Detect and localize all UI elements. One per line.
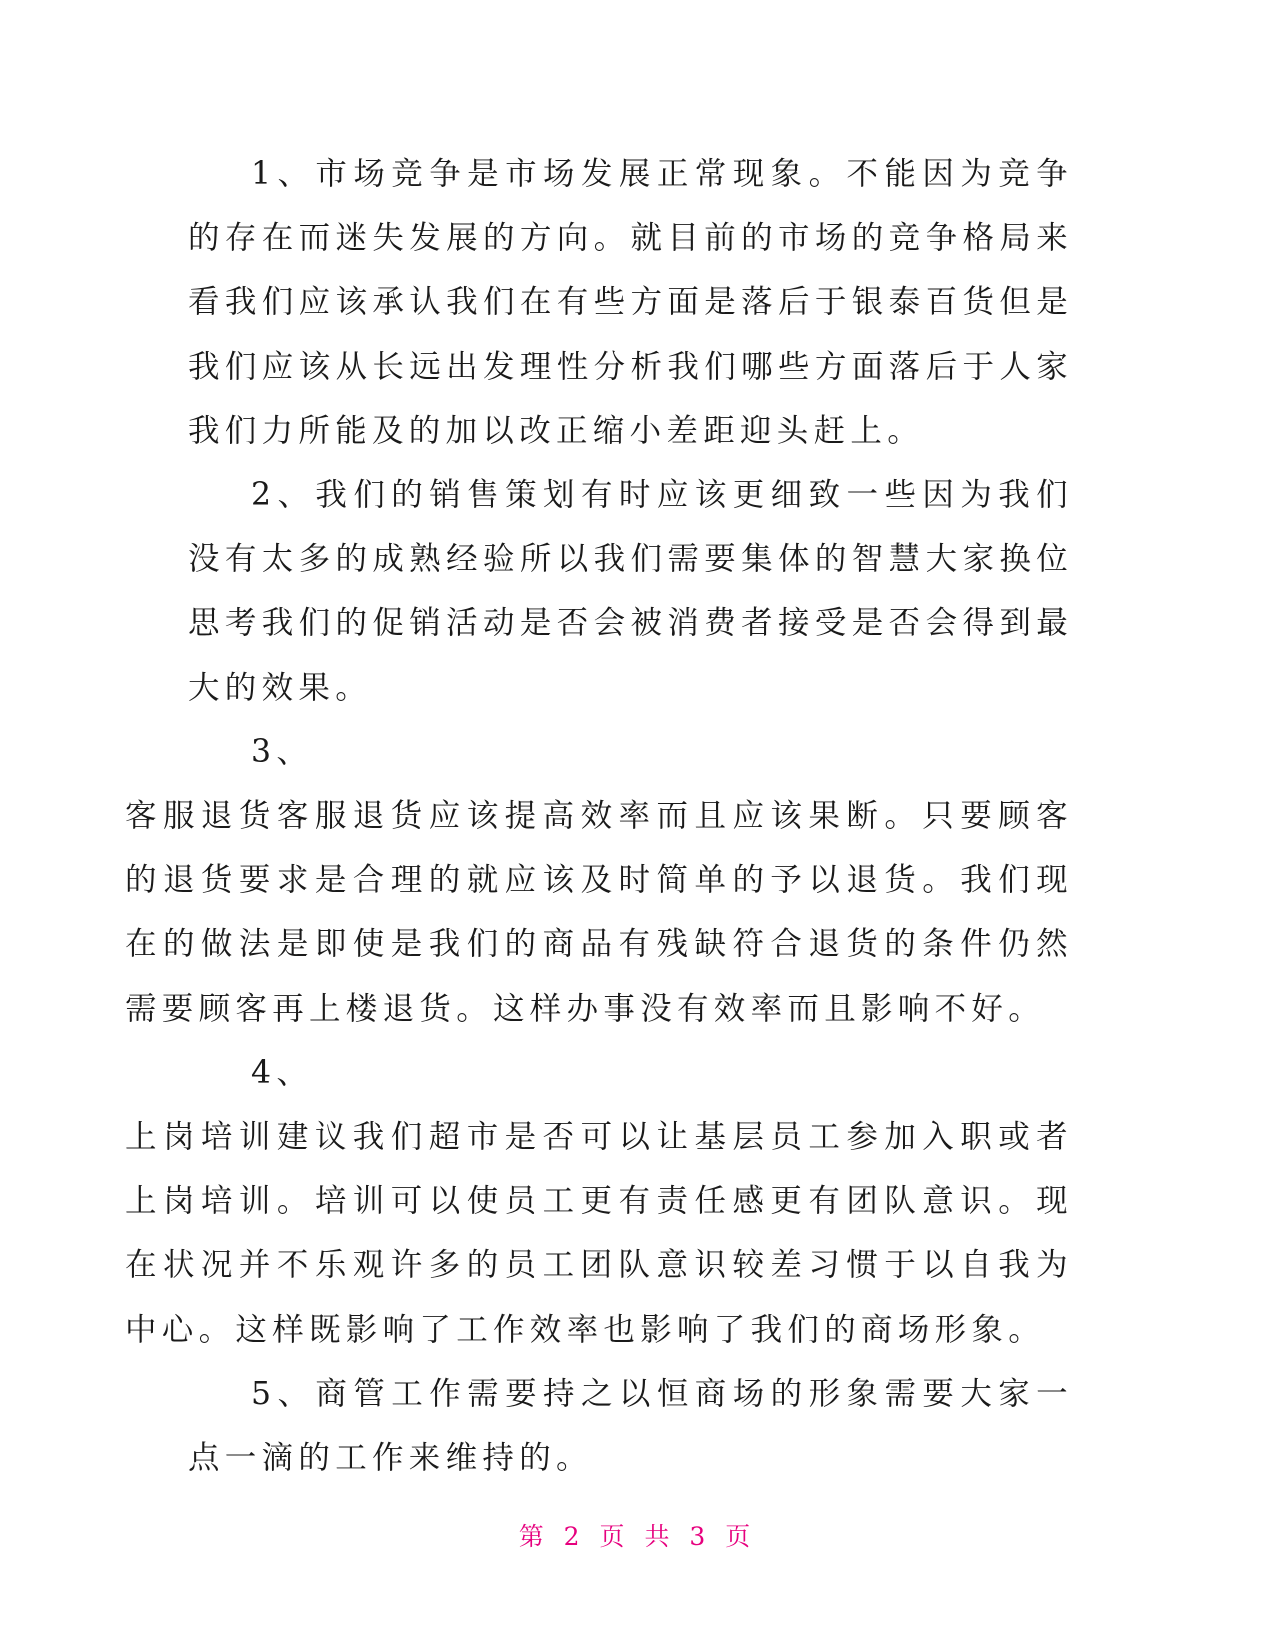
footer-current-page: 2 [563, 1522, 586, 1551]
paragraph-number: 4、 [251, 1054, 314, 1091]
paragraph-3 [125, 720, 1073, 1041]
paragraph-number: 3、 [251, 733, 314, 770]
paragraph-number: 2、 [251, 477, 316, 514]
paragraph-text: 我们的销售策划有时应该更细致一些因为我们没有太多的成熟经验所以我们需要集体的智慧大家换位思考我们的促销活动是否会被消费者接受是否会得到最大的效果。 [188, 477, 1073, 706]
footer-total-pages: 3 [689, 1522, 712, 1551]
page-footer [0, 1517, 1275, 1553]
paragraph-text: 客服退货客服退货应该提高效率而且应该果断。只要顾客的退货要求是合理的就应该及时简单的予以退货。我们现在的做法是即使是我们的商品有残缺符合退货的条件仍然需要顾客再上楼退货。这样办事没有效率而且影响不好。 [125, 798, 1073, 1027]
footer-suffix: 页 [725, 1522, 757, 1551]
paragraph-number: 1、 [251, 156, 316, 192]
paragraph-4 [125, 1041, 1073, 1362]
document-body [125, 142, 1073, 1490]
paragraph-5 [188, 1362, 1073, 1490]
footer-middle: 页 共 [599, 1522, 676, 1551]
paragraph-2 [188, 463, 1073, 720]
paragraph-text: 商管工作需要持之以恒商场的形象需要大家一点一滴的工作来维持的。 [188, 1375, 1073, 1477]
paragraph-number: 5、 [251, 1375, 316, 1412]
paragraph-text: 上岗培训建议我们超市是否可以让基层员工参加入职或者上岗培训。培训可以使员工更有责任感更有团队意识。现在状况并不乐观许多的员工团队意识较差习惯于以自我为中心。这样既影响了工作效率也影响了我们的商场形象。 [125, 1119, 1073, 1348]
footer-prefix: 第 [518, 1522, 550, 1551]
paragraph-1 [188, 142, 1073, 463]
paragraph-text: 市场竞争是市场发展正常现象。不能因为竞争的存在而迷失发展的方向。就目前的市场的竞争格局来看我们应该承认我们在有些方面是落后于银泰百货但是我们应该从长远出发理性分析我们哪些方面落后于人家我们力所能及的加以改正缩小差距迎头赶上。 [188, 156, 1073, 449]
